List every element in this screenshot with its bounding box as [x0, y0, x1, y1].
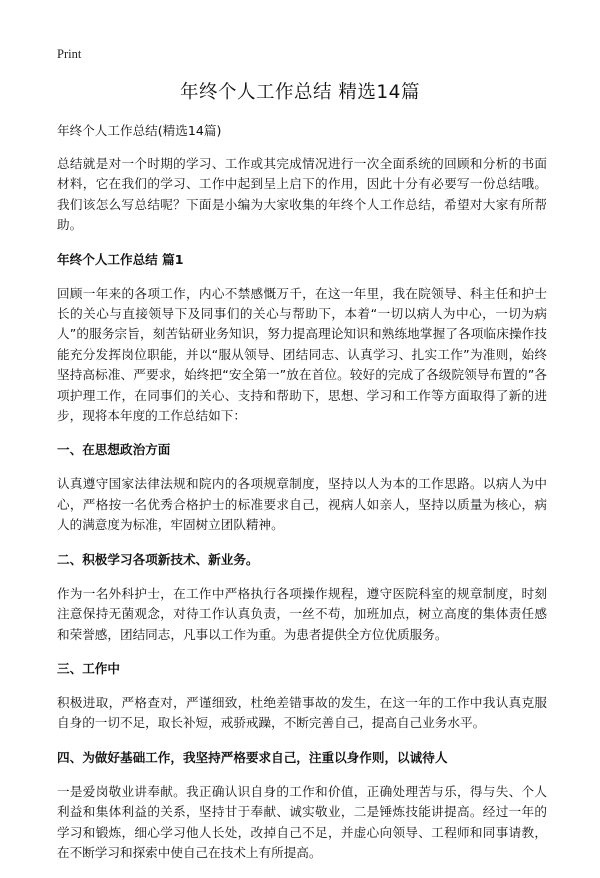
paragraph-political: 认真遵守国家法律法规和院内的各项规章制度，坚持以人为本的工作思路。以病人为中心，严格按一名优秀合格护士的标准要求自己，视病人如亲人，坚持以质量为核心，病人的满意度为标准，牢固树立团队精神。: [57, 476, 547, 533]
heading-at-work: 三、工作中: [57, 660, 120, 676]
document-title: 年终个人工作总结 精选14篇: [180, 82, 420, 103]
section-intro-paragraph: 回顾一年来的各项工作，内心不禁感慨万千，在这一年里，我在院领导、科主任和护士长的关心与直接领导下及同事们的关心与帮助下，本着“一切以病人为中心，一切为病人”的服务宗旨，刻苦钻研业务知识，努力提高理论知识和熟练地掌握了各项临床操作技能充分发挥岗位职能，并以“服从领导、团结同志、认真学习、扎实工作”为准则，始终坚持高标准、严要求，始终把“安全第一”放在首位。较好的完成了各级院领导布置的”各项护理工作，在同事们的关心、支持和帮助下，思想、学习和工作等方面取得了新的进步，现将本年度的工作总结如下：: [57, 285, 547, 424]
heading-new-tech: 二、积极学习各项新技术、新业务。: [57, 551, 259, 567]
heading-political: 一、在思想政治方面: [57, 442, 171, 458]
section-title: 年终个人工作总结 篇1: [57, 251, 184, 267]
intro-paragraph: 总结就是对一个时期的学习、工作或其完成情况进行一次全面系统的回顾和分析的书面材料，它在我们的学习、工作中起到呈上启下的作用，因此十分有必要写一份总结哦。我们该怎么写总结呢？下面是小编为大家收集的年终个人工作总结，希望对大家有所帮助。: [57, 156, 547, 233]
document-body: [57, 122, 547, 878]
print-link[interactable]: Print: [57, 47, 82, 61]
paragraph-new-tech: 作为一名外科护士，在工作中严格执行各项操作规程，遵守医院科室的规章制度，时刻注意保持无菌观念，对待工作认真负责，一丝不苟，加班加点，树立高度的集体责任感和荣誉感，团结同志，凡事以工作为重。为患者提供全方位优质服务。: [57, 585, 547, 642]
paragraph-basic-work: 一是爱岗敬业讲奉献。我正确认识自身的工作和价值，正确处理苦与乐，得与失、个人利益和集体利益的关系，坚持甘于奉献、诚实敬业，二是锤炼技能讲提高。经过一年的学习和锻炼，细心学习他人长处，改掉自己不足，并虚心向领导、工程师和同事请教，在不断学习和探索中使自己在技术上有所提高。: [57, 783, 547, 860]
paragraph-at-work: 积极进取，严格查对，严谨细致，杜绝差错事故的发生，在这一年的工作中我认真克服自身的一切不足，取长补短，戒骄戒躁，不断完善自己，提高自己业务水平。: [57, 694, 547, 731]
document-subtitle: 年终个人工作总结(精选14篇): [57, 123, 222, 138]
heading-basic-work: 四、为做好基础工作，我坚持严格要求自己，注重以身作则，以诚待人: [57, 749, 448, 765]
